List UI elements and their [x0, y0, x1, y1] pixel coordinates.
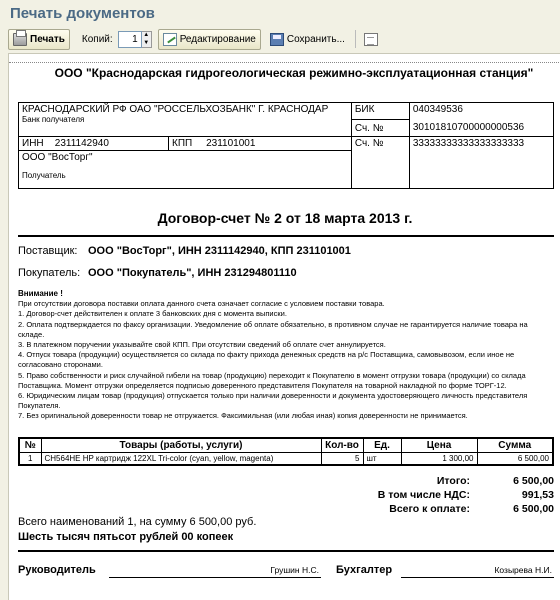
toolbar-separator	[355, 30, 356, 48]
notes-line: 3. В платежном поручении указывайте свой КПП. При отсутствии сведений об оплате счет аннулируется.	[18, 340, 386, 350]
inn-label: ИНН	[22, 138, 44, 149]
kpp-label: КПП	[172, 138, 193, 149]
pay-row	[309, 502, 554, 516]
notes-heading: Внимание !	[18, 289, 63, 298]
buyer-row	[18, 267, 297, 279]
buyer-label: Покупатель:	[18, 267, 81, 279]
window-title: Печать документов	[10, 5, 155, 22]
document-title: Договор-счет № 2 от 18 марта 2013 г.	[157, 210, 413, 226]
toolbar	[8, 28, 553, 50]
notes-line: 7. Без оригинальной доверенности товар не отгружается. Факсимильная (или любая иная) копия доверенности не принимается.	[18, 411, 468, 421]
col-number-header: №	[19, 438, 41, 453]
supplier-value: ООО "ВосТорг", ИНН 2311142940, КПП 231101001	[88, 245, 351, 257]
accountant-signature-label: Бухгалтер	[336, 564, 393, 576]
notes-line: 6. Юридическим лицам товар (продукция) отпускается только при наличии доверенности и документа удостоверяющего личность представителя Покупателя.	[18, 391, 528, 411]
spin-down-icon[interactable]: ▼	[143, 39, 150, 46]
corr-value: 30101810700000000536	[409, 120, 553, 137]
items-header-row	[19, 438, 553, 453]
account-value: 33333333333333333333	[409, 137, 553, 189]
vat-value: 991,53	[521, 489, 554, 501]
recipient-cell	[19, 151, 352, 189]
col-price-header: Цена	[401, 438, 477, 453]
inn-cell	[19, 137, 169, 151]
preview-icon	[364, 33, 378, 46]
recipient-caption: Получатель	[22, 171, 66, 180]
pay-label: Всего к оплате:	[389, 503, 470, 515]
kpp-value: 231101001	[206, 138, 256, 149]
col-sum-header: Сумма	[477, 438, 553, 453]
print-button[interactable]	[8, 29, 70, 50]
preview-button[interactable]	[361, 29, 381, 50]
print-button-label: Печать	[30, 33, 65, 45]
buyer-value: ООО "Покупатель", ИНН 231294801110	[88, 267, 297, 279]
terms-notes	[18, 289, 554, 422]
bank-caption: Банк получателя	[22, 115, 85, 124]
summary-words: Шесть тысяч пятьсот рублей 00 копеек	[18, 531, 234, 543]
edit-button[interactable]	[158, 29, 261, 50]
item-name: CH564HE HP картридж 122XL Tri-color (cyan, yellow, magenta)	[41, 453, 321, 466]
document-sheet	[8, 53, 560, 600]
item-sum: 6 500,00	[477, 453, 553, 466]
save-icon	[270, 33, 284, 46]
summary-count: Всего наименований 1, на сумму 6 500,00 руб.	[18, 516, 257, 528]
total-value: 6 500,00	[513, 475, 554, 487]
item-qty: 5	[321, 453, 363, 466]
head-signature-label: Руководитель	[18, 564, 96, 576]
copies-label: Копий:	[81, 33, 113, 45]
spin-up-icon[interactable]: ▲	[143, 32, 150, 39]
col-unit-header: Ед.	[363, 438, 401, 453]
bank-details-table	[18, 102, 554, 189]
items-table	[18, 437, 554, 466]
notes-line: 2. Оплата подтверждается по факсу организации. Уведомление об оплате обязательно, в противном случае не гарантируется наличие товара на складе.	[18, 319, 528, 339]
title-underline	[18, 235, 554, 237]
bik-label: БИК	[351, 103, 409, 120]
corr-label: Сч. №	[351, 120, 409, 137]
copies-input[interactable]: 1	[118, 31, 142, 48]
save-button-label: Сохранить...	[286, 33, 345, 45]
printer-icon	[13, 33, 27, 46]
copies-spinner[interactable]	[142, 31, 152, 48]
save-button[interactable]	[265, 29, 350, 50]
pay-value: 6 500,00	[513, 503, 554, 515]
vat-row	[309, 488, 554, 502]
inn-value: 2311142940	[54, 138, 109, 149]
bank-cell	[19, 103, 352, 137]
totals-block	[309, 474, 554, 516]
notes-line: 1. Договор-счет действителен к оплате 3 банковских дня с момента выписки.	[18, 309, 287, 319]
account-label: Сч. №	[351, 137, 409, 189]
bik-value: 040349536	[409, 103, 553, 120]
notes-line: 5. Право собственности и риск случайной гибели на товар (продукцию) переходит к Покупателю в момент отгрузки товара (продукции) со склада Поставщика. Момент отгрузки определяется подписью доверенного представителя Покупателя на товарной накладной по форме ТОРГ-12.	[18, 370, 526, 390]
notes-line: При отсутствии договора поставки оплата данного счета означает согласие с условием поставки товара.	[18, 299, 385, 309]
col-goods-header: Товары (работы, услуги)	[41, 438, 321, 453]
supplier-row	[18, 245, 351, 257]
item-unit: шт	[363, 453, 401, 466]
col-qty-header: Кол-во	[321, 438, 363, 453]
notes-line: 4. Отпуск товара (продукции) осуществляется со склада по факту прихода денежных средств на р/с Поставщика, самовывозом, если иное не согласовано сторонами.	[18, 350, 515, 370]
item-number: 1	[19, 453, 41, 466]
bank-name: КРАСНОДАРСКИЙ РФ ОАО "РОССЕЛЬХОЗБАНК" Г. КРАСНОДАР	[22, 104, 329, 115]
head-signature-name: Грушин Н.С.	[270, 565, 319, 575]
company-title: ООО "Краснодарская гидрогеологическая режимно-эксплуатационная станция"	[54, 66, 534, 80]
head-signature-line	[109, 577, 321, 578]
item-price: 1 300,00	[401, 453, 477, 466]
recipient-name: ООО "ВосТорг"	[22, 152, 93, 163]
total-row	[309, 474, 554, 488]
summary-underline	[18, 550, 554, 552]
edit-button-label: Редактирование	[179, 33, 256, 45]
table-row	[19, 453, 553, 466]
supplier-label: Поставщик:	[18, 245, 78, 257]
page-top-border	[9, 62, 560, 63]
accountant-signature-line	[401, 577, 554, 578]
accountant-signature-name: Козырева Н.И.	[494, 565, 552, 575]
kpp-cell	[169, 137, 352, 151]
edit-icon	[163, 33, 177, 46]
total-label: Итого:	[436, 475, 470, 487]
vat-label: В том числе НДС:	[377, 489, 470, 501]
